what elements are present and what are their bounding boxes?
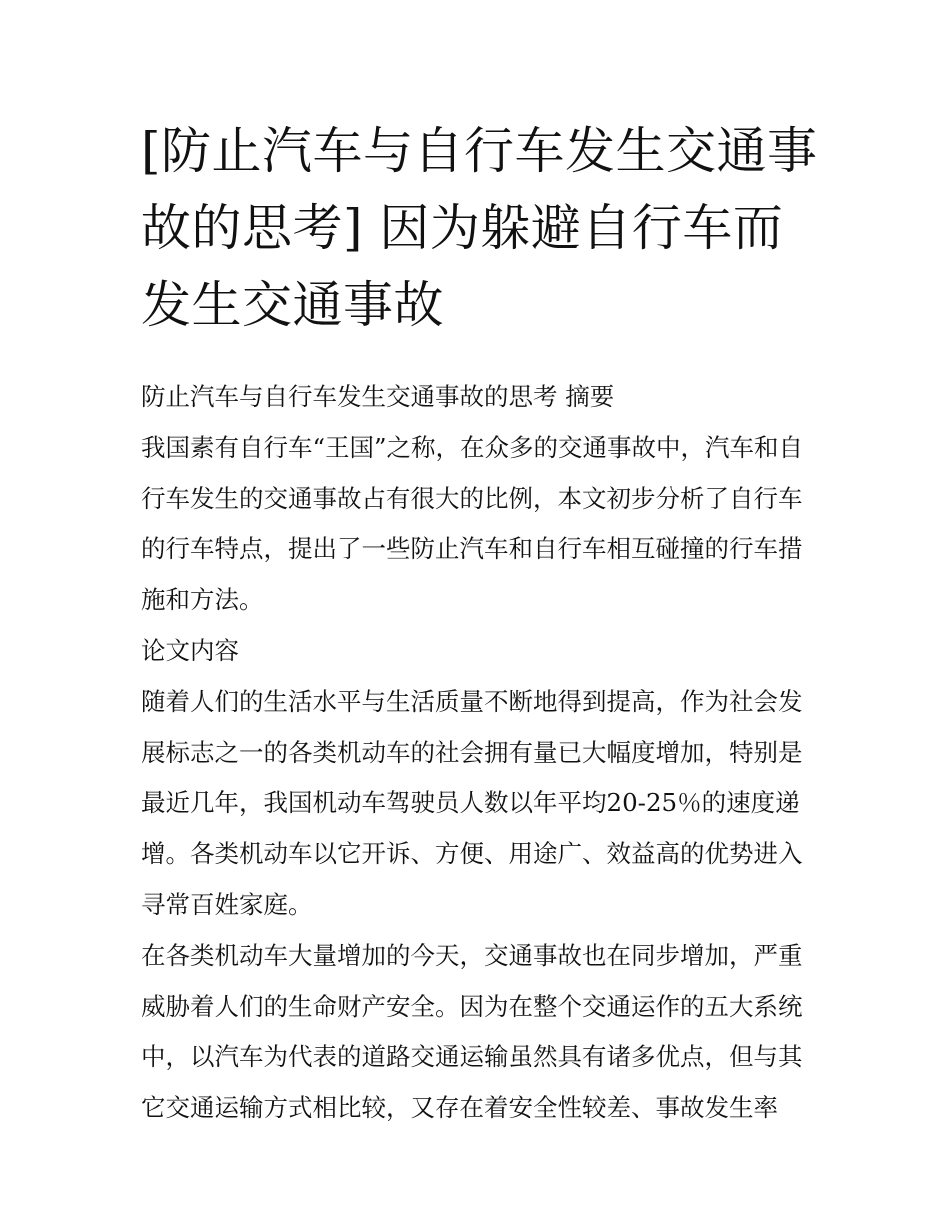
abstract-paragraph: 我国素有自行车“王国”之称，在众多的交通事故中，汽车和自行车发生的交通事故占有很大的比例，本文初步分析了自行车的行车特点，提出了一些防止汽车和自行车相互碰撞的行车措施和方法。 bbox=[141, 432, 804, 615]
document-page bbox=[141, 113, 821, 1134]
document-title: [防止汽车与自行车发生交通事故的思考] 因为躲避自行车而发生交通事故 bbox=[141, 122, 818, 334]
content-heading: 论文内容 bbox=[141, 635, 239, 665]
body-paragraph-2: 在各类机动车大量增加的今天，交通事故也在同步增加，严重威胁着人们的生命财产安全。因为在整个交通运作的五大系统中，以汽车为代表的道路交通运输虽然具有诸多优点，但与其它交通运输方式相比较，又存在着安全性较差、事故发生率 bbox=[141, 940, 803, 1123]
body-paragraph-1: 随着人们的生活水平与生活质量不断地得到提高，作为社会发展标志之一的各类机动车的社会拥有量已大幅度增加，特别是最近几年，我国机动车驾驶员人数以年平均20-25％的速度递增。各类机动车以它开诉、方便、用途广、效益高的优势进入寻常百姓家庭。 bbox=[141, 686, 803, 919]
abstract-heading: 防止汽车与自行车发生交通事故的思考 摘要 bbox=[141, 382, 615, 411]
document-body bbox=[141, 372, 821, 1134]
